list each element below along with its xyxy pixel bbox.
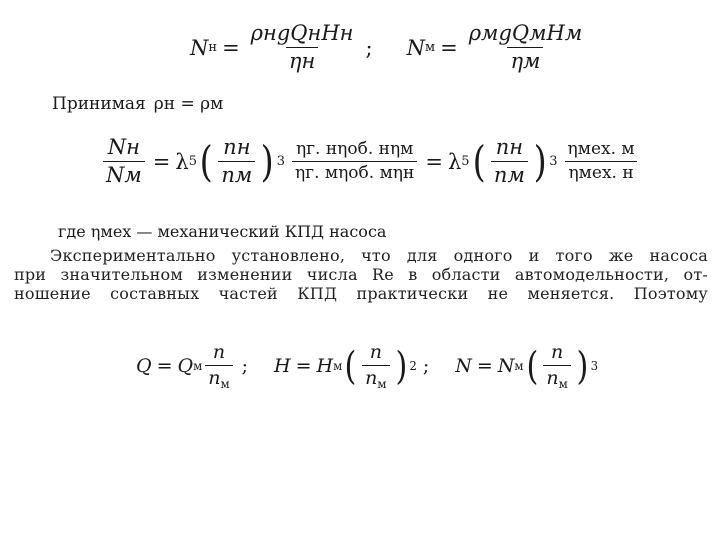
right-paren: ) [576, 344, 589, 389]
model-power-symbol: N [497, 355, 515, 378]
speed-den-sub: м [377, 377, 387, 391]
model-head-sub: м [333, 359, 343, 374]
accepting-line [52, 94, 223, 114]
head-symbol: H [274, 355, 291, 378]
power-symbol: N [455, 355, 472, 378]
speed-denominator [362, 365, 389, 391]
left-paren: ( [344, 344, 357, 389]
speed-ratio-denominator: nм [218, 161, 255, 187]
model-flow-sub: м [193, 359, 203, 374]
nat-power-symbol: N [190, 35, 209, 60]
speed-den-sub: м [558, 377, 568, 391]
lambda-power: 5 [188, 154, 197, 170]
speed-den-sub: м [220, 377, 230, 391]
model-power-symbol: N [406, 35, 425, 60]
right-paren: ) [394, 344, 407, 389]
speed-numerator: n [212, 341, 226, 363]
where-text: где ηмех — механический КПД насоса [58, 222, 387, 241]
model-power-numerator: ρмgQмHм [468, 21, 583, 45]
paragraph-line-3: ношение составных частей КПД практически не меняется. Поэтому [14, 284, 708, 303]
speed-den-symbol: n [208, 366, 221, 389]
mech-efficiency-denominator: ηмех. н [565, 161, 636, 183]
speed-ratio-power: 3 [549, 154, 558, 170]
power-ratio-fraction [103, 136, 145, 187]
power-ratio-numerator: Nн [107, 135, 140, 159]
formula-separator: ; [365, 35, 373, 60]
equals-sign: = [156, 355, 173, 378]
speed-numerator: n [369, 341, 382, 363]
equals-sign: = [440, 35, 458, 60]
speed-denominator [205, 365, 232, 391]
head-speed-fraction [362, 342, 389, 391]
model-power-fraction [466, 22, 586, 73]
equals-sign: = [152, 149, 171, 174]
equals-sign: = [295, 355, 312, 378]
speed-numerator: n [550, 341, 564, 363]
model-power-sub: м [424, 40, 436, 56]
nat-power-fraction [248, 22, 357, 73]
speed-ratio-denominator: nм [491, 161, 528, 187]
right-paren: ) [533, 136, 547, 186]
lambda-symbol: λ [447, 149, 462, 174]
equals-sign: = [476, 355, 493, 378]
right-paren: ) [260, 136, 275, 186]
mech-efficiency-fraction [565, 140, 638, 182]
speed-ratio-numerator: nн [495, 135, 524, 159]
formula-separator: ; [422, 355, 430, 378]
left-paren: ( [472, 136, 486, 186]
flow-symbol: Q [136, 355, 152, 378]
left-paren: ( [526, 344, 538, 389]
model-power-denominator: ηм [507, 47, 543, 73]
model-power-sub: м [514, 359, 524, 374]
speed-ratio-fraction [218, 136, 255, 187]
lambda-power: 5 [461, 154, 470, 170]
paragraph-line-2: при значительном изменении числа Re в области автомодельности, от- [14, 265, 708, 284]
speed-denominator [543, 365, 570, 391]
body-paragraph [14, 246, 708, 303]
lambda-symbol: λ [175, 149, 189, 174]
model-head-symbol: H [316, 355, 334, 378]
nat-power-sub: н [208, 40, 218, 56]
density-equality: ρн = ρм [153, 94, 224, 114]
paragraph-line-1: Экспериментально установлено, что для одного и того же насоса [50, 246, 708, 265]
speed-den-symbol: n [365, 366, 378, 389]
efficiency-ratio-numerator: ηг. нηоб. нηм [295, 139, 414, 160]
speed-den-symbol: n [546, 366, 559, 389]
power-power: 3 [590, 359, 599, 374]
equals-sign: = [222, 35, 240, 60]
formula-power-nat-model [190, 22, 588, 73]
nat-power-numerator: ρнgQнHн [250, 21, 354, 45]
efficiency-ratio-fraction [292, 140, 417, 182]
formula-separator: ; [241, 355, 249, 378]
efficiency-ratio-denominator: ηг. мηоб. мηн [292, 161, 417, 183]
head-power: 2 [409, 359, 417, 374]
model-flow-symbol: Q [177, 355, 194, 378]
nat-power-denominator: ηн [286, 47, 318, 73]
equals-sign: = [425, 149, 443, 174]
where-line [58, 222, 386, 241]
speed-ratio-numerator: nн [223, 135, 251, 159]
speed-ratio-power: 3 [276, 154, 285, 170]
mech-efficiency-numerator: ηмех. м [567, 139, 635, 160]
power-speed-fraction [543, 342, 570, 391]
flow-speed-fraction [205, 342, 232, 391]
speed-ratio-fraction-2 [491, 136, 528, 187]
left-paren: ( [199, 136, 213, 186]
formula-power-ratio [100, 136, 641, 187]
power-ratio-denominator: Nм [103, 161, 145, 187]
formula-similarity-laws [136, 342, 598, 391]
accepting-word: Принимая [52, 94, 146, 114]
